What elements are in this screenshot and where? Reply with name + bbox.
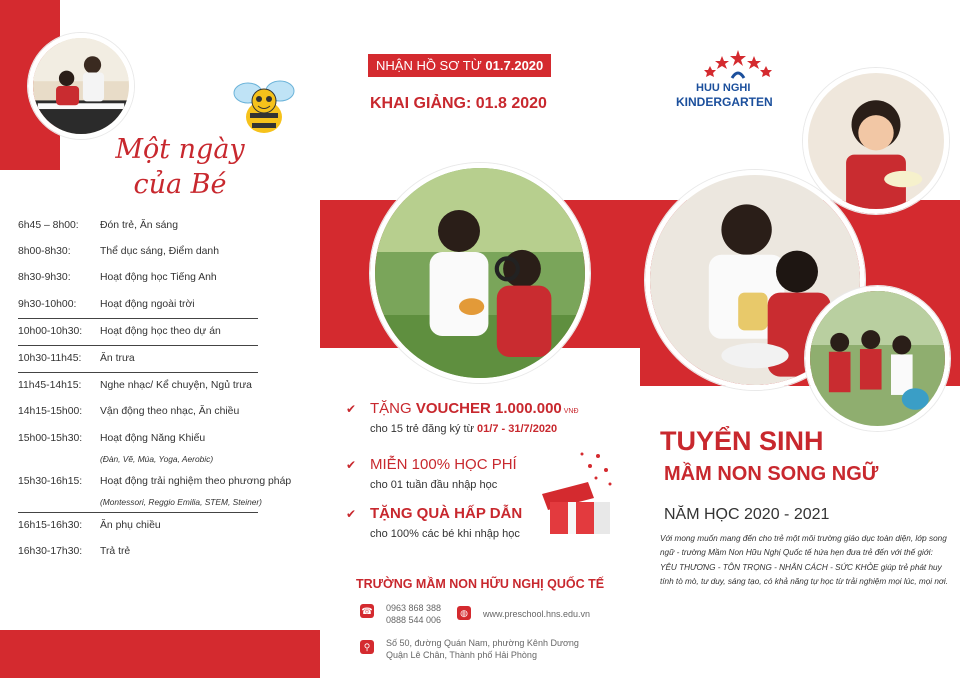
schedule-row <box>18 265 258 291</box>
schedule-activity: (Đàn, Vẽ, Múa, Yoga, Aerobic) <box>100 453 214 464</box>
schedule-activity: Đón trẻ, Ăn sáng <box>100 220 178 231</box>
checkmark-icon: ✔ <box>346 402 357 416</box>
schedule-row <box>18 319 258 346</box>
checkmark-icon: ✔ <box>346 458 357 472</box>
school-name: TRƯỜNG MẦM NON HỮU NGHỊ QUỐC TẾ <box>356 577 605 591</box>
schedule-activity: Nghe nhạc/ Kể chuyện, Ngủ trưa <box>100 380 252 392</box>
schedule-time: 16h30-17h30: <box>18 546 83 558</box>
schedule-activity: Hoạt động học theo dự án <box>100 325 221 337</box>
offer-headline-a: TẶNG QUÀ HẤP DẪN <box>370 505 523 522</box>
offer-headline-a: TẶNG <box>370 400 416 417</box>
schedule-row <box>18 513 258 539</box>
schedule-time: 6h45 – 8h00: <box>18 220 79 231</box>
panel-enrollment-offers <box>320 0 640 678</box>
schedule-row <box>18 452 258 469</box>
globe-icon: ◍ <box>457 606 471 620</box>
heading-admissions: TUYỂN SINH <box>660 426 824 456</box>
schedule-row <box>18 213 258 239</box>
phone-1[interactable]: 0963 868 388 <box>386 603 442 613</box>
schedule-activity: Hoạt động trải nghiệm theo phương pháp <box>100 475 292 487</box>
banner-date: 01.7.2020 <box>485 58 544 73</box>
schedule-row <box>18 239 258 265</box>
offer-headline-b: VOUCHER 1.000.000 <box>415 400 562 417</box>
schedule-time: 15h00-15h30: <box>18 432 83 444</box>
schedule-row <box>18 373 258 399</box>
schedule-activity: Trả trẻ <box>100 546 131 558</box>
schedule-list <box>18 213 292 565</box>
title-line-2: của Bé <box>133 169 227 200</box>
heading-bilingual: MẦM NON SONG NGỮ <box>664 463 879 485</box>
phone-icon: ☎ <box>361 606 373 616</box>
gift-box-icon <box>538 446 618 536</box>
website-link[interactable]: www.preschool.hns.edu.vn <box>483 609 591 619</box>
schedule-row <box>18 426 258 452</box>
schedule-time: 10h00-10h30: <box>18 325 83 337</box>
logo-text-1: HUU NGHI <box>696 82 751 94</box>
stars-logo-icon <box>702 48 774 82</box>
phone-2[interactable]: 0888 544 006 <box>386 615 442 625</box>
schedule-row <box>18 346 258 373</box>
schedule-time: 11h45-14h15: <box>18 380 82 392</box>
location-pin-icon: ⚲ <box>360 640 374 654</box>
intro-paragraph: Với mong muốn mang đến cho trẻ một môi trường giáo dục toàn diện, lớp song ngữ - trường Mầm Non Hữu Nghị Quốc tế hứa hẹn đưa trẻ đến với thế giới: YÊU THƯƠNG - TÔN TRỌNG - NHÂN CÁCH - SỨC KHỎE giúp trẻ phát huy tính tò mò, tư duy, sáng tạo, có khả năng tự học từ trải nghiệm mọi lúc, mọi nơi. <box>660 534 948 586</box>
offer-detail <box>370 423 640 435</box>
photo-children-watering <box>805 286 950 431</box>
schedule-activity: (Montessori, Reggio Emilia, STEM, Steiner) <box>100 496 262 507</box>
heading-school-year: NĂM HỌC 2020 - 2021 <box>664 506 830 523</box>
schedule-row <box>18 469 292 495</box>
offer-item <box>346 400 640 435</box>
offer-detail-text: cho 15 trẻ đăng ký từ <box>370 423 478 435</box>
schedule-time: 15h30-16h15: <box>18 475 83 487</box>
offer-detail-text: cho 100% các bé khi nhập học <box>370 528 520 540</box>
schedule-row <box>18 292 258 319</box>
photo-girl-eating <box>803 68 949 214</box>
address-line-1: Số 50, đường Quán Nam, phường Kênh Dương <box>386 638 579 648</box>
schedule-row <box>18 495 262 513</box>
checkmark-icon: ✔ <box>346 507 357 521</box>
schedule-time: 14h15-15h00: <box>18 406 83 418</box>
red-block-bottom <box>0 630 320 678</box>
schedule-activity: Hoạt động học Tiếng Anh <box>100 272 217 284</box>
schedule-time: 8h30-9h30: <box>18 272 71 284</box>
schedule-time: 8h00-8h30: <box>18 246 71 258</box>
schedule-activity: Thể dục sáng, Điểm danh <box>100 246 219 258</box>
logo-text-2: KINDERGARTEN <box>676 95 773 109</box>
address-line-2: Quận Lê Chân, Thành phố Hải Phòng <box>386 650 537 660</box>
panel-daily-schedule <box>0 0 320 678</box>
registration-banner <box>368 54 551 77</box>
offer-detail-date: 01/7 - 31/7/2020 <box>477 423 558 435</box>
photo-teacher-child-magnifier <box>370 163 590 383</box>
schedule-time: 16h15-16h30: <box>18 519 83 531</box>
schedule-time: 10h30-11h45: <box>18 352 82 364</box>
schedule-activity: Hoạt động ngoài trời <box>100 298 195 310</box>
opening-date: KHAI GIẢNG: 01.8 2020 <box>370 95 547 112</box>
schedule-row <box>18 399 258 425</box>
bee-icon <box>228 75 300 139</box>
offer-headline <box>370 400 640 417</box>
title-line-1: Một ngày <box>115 134 245 165</box>
banner-prefix: NHẬN HỒ SƠ TỪ <box>376 58 486 73</box>
schedule-activity: Ăn phụ chiều <box>100 519 161 531</box>
schedule-time: 9h30-10h00: <box>18 298 77 310</box>
offer-detail-text: cho 01 tuần đầu nhập học <box>370 479 498 491</box>
photo-piano-lesson <box>28 33 134 139</box>
panel-admissions <box>640 0 960 678</box>
schedule-activity: Hoạt động Năng Khiếu <box>100 432 206 444</box>
schedule-activity: Vận động theo nhạc, Ăn chiều <box>100 406 240 418</box>
offer-headline-b: HỌC PHÍ <box>454 456 517 473</box>
schedule-row <box>18 539 258 565</box>
offer-headline-a: MIỄN 100% <box>370 456 455 473</box>
schedule-activity: Ăn trưa <box>100 352 135 364</box>
offer-unit: VNĐ <box>563 408 579 415</box>
